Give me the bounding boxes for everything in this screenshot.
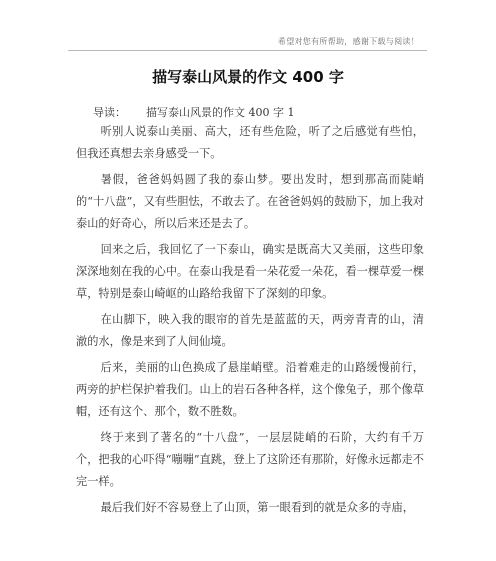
paragraph: 终于来到了著名的“十八盘”，一层层陡峭的石阶，大约有千万个，把我的心吓得“嘣嘣”直跳，登上了这阶还有那阶，好像永远都走不完一样。 xyxy=(76,431,424,488)
lead-line xyxy=(93,104,294,120)
paragraph: 回来之后，我回忆了一下泰山，确实是既高大又美丽，这些印象深深地刻在我的心中。在泰山我是看一朵花爱一朵花，看一棵草爱一棵草，特别是泰山崎岖的山路给我留下了深刻的印象。 xyxy=(76,243,424,300)
document-title: 描写泰山风景的作文 400 字 xyxy=(152,68,344,86)
document-body xyxy=(76,121,424,523)
lead-label: 导读： xyxy=(93,106,126,119)
lead-text: 描写泰山风景的作文 400 字 1 xyxy=(146,106,295,119)
paragraph: 最后我们好不容易登上了山顶，第一眼看到的就是众多的寺庙， xyxy=(100,501,414,514)
header-divider xyxy=(68,50,427,51)
paragraph: 后来，美丽的山色换成了悬崖峭壁。沿着难走的山路缓慢前行，两旁的护栏保护着我们。山上的岩石各种各样，这个像兔子，那个像草帽，还有这个、那个，数不胜数。 xyxy=(76,361,424,418)
paragraph: 听别人说泰山美丽、高大，还有些危险，听了之后感觉有些怕，但我还真想去亲身感受一下。 xyxy=(76,125,424,160)
paragraph: 暑假，爸爸妈妈圆了我的泰山梦。要出发时，想到那高而陡峭的“十八盘”，又有些胆怯，不敢去了。在爸爸妈妈的鼓励下，加上我对泰山的好奇心，所以后来还是去了。 xyxy=(76,173,424,230)
header-note: 希望对您有所帮助，感谢下载与阅读！ xyxy=(277,37,419,46)
paragraph: 在山脚下，映入我的眼帘的首先是蓝蓝的天，两旁青青的山，清澈的水，像是来到了人间仙境。 xyxy=(76,313,424,348)
